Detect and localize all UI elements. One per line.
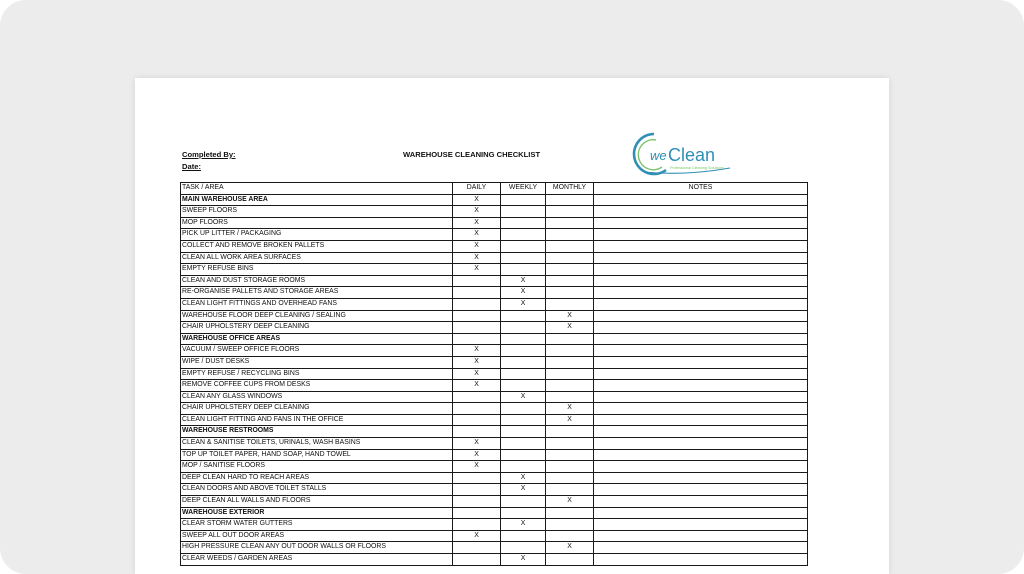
table-row [181, 519, 808, 531]
daily-cell: X [453, 380, 501, 392]
weekly-cell: X [501, 484, 546, 496]
task-cell: CHAIR UPHOLSTERY DEEP CLEANING [181, 403, 453, 415]
monthly-cell [546, 275, 594, 287]
weekly-cell [501, 496, 546, 508]
daily-cell [453, 333, 501, 345]
notes-cell [594, 380, 808, 392]
weekly-cell [501, 449, 546, 461]
weekly-cell [501, 438, 546, 450]
notes-cell [594, 426, 808, 438]
logo-prefix-text: we [650, 148, 667, 163]
task-cell: EMPTY REFUSE BINS [181, 264, 453, 276]
section-header-row [181, 333, 808, 345]
notes-cell [594, 391, 808, 403]
monthly-cell [546, 287, 594, 299]
table-row [181, 403, 808, 415]
table-row [181, 206, 808, 218]
daily-cell: X [453, 229, 501, 241]
monthly-cell: X [546, 414, 594, 426]
daily-cell [453, 310, 501, 322]
column-header-monthly: MONTHLY [546, 183, 594, 195]
table-row [181, 298, 808, 310]
table-row [181, 240, 808, 252]
daily-cell [453, 507, 501, 519]
weekly-cell [501, 426, 546, 438]
weekly-cell [501, 217, 546, 229]
daily-cell: X [453, 252, 501, 264]
weekly-cell [501, 229, 546, 241]
task-cell: CLEAN & SANITISE TOILETS, URINALS, WASH BASINS [181, 438, 453, 450]
task-cell: REMOVE COFFEE CUPS FROM DESKS [181, 380, 453, 392]
task-cell: DEEP CLEAN ALL WALLS AND FLOORS [181, 496, 453, 508]
task-cell: SWEEP FLOORS [181, 206, 453, 218]
monthly-cell [546, 194, 594, 206]
daily-cell [453, 403, 501, 415]
monthly-cell: X [546, 403, 594, 415]
daily-cell: X [453, 264, 501, 276]
monthly-cell [546, 438, 594, 450]
completed-by-label: Completed By: [182, 150, 236, 159]
table-row [181, 345, 808, 357]
notes-cell [594, 275, 808, 287]
notes-cell [594, 333, 808, 345]
table-row [181, 275, 808, 287]
weekly-cell: X [501, 391, 546, 403]
table-row [181, 472, 808, 484]
notes-cell [594, 264, 808, 276]
notes-cell [594, 345, 808, 357]
table-row [181, 229, 808, 241]
task-cell: CLEAN ALL WORK AREA SURFACES [181, 252, 453, 264]
notes-cell [594, 206, 808, 218]
monthly-cell [546, 206, 594, 218]
task-cell: TOP UP TOILET PAPER, HAND SOAP, HAND TOWEL [181, 449, 453, 461]
task-cell: WAREHOUSE OFFICE AREAS [181, 333, 453, 345]
weekly-cell [501, 345, 546, 357]
notes-cell [594, 194, 808, 206]
weekly-cell [501, 252, 546, 264]
monthly-cell [546, 298, 594, 310]
monthly-cell [546, 229, 594, 241]
monthly-cell [546, 554, 594, 566]
notes-cell [594, 449, 808, 461]
logo-brand-text: Clean [668, 145, 716, 165]
table-row [181, 264, 808, 276]
weekly-cell [501, 368, 546, 380]
notes-cell [594, 217, 808, 229]
notes-cell [594, 519, 808, 531]
checklist-table [180, 182, 808, 566]
weekly-cell [501, 542, 546, 554]
weekly-cell [501, 380, 546, 392]
monthly-cell: X [546, 322, 594, 334]
daily-cell: X [453, 449, 501, 461]
task-cell: CLEAN LIGHT FITTING AND FANS IN THE OFFICE [181, 414, 453, 426]
notes-cell [594, 403, 808, 415]
document-page [135, 78, 889, 574]
task-cell: WIPE / DUST DESKS [181, 356, 453, 368]
table-row [181, 438, 808, 450]
monthly-cell [546, 449, 594, 461]
daily-cell [453, 391, 501, 403]
notes-cell [594, 461, 808, 473]
table-row [181, 368, 808, 380]
table-row [181, 287, 808, 299]
monthly-cell [546, 240, 594, 252]
daily-cell [453, 519, 501, 531]
monthly-cell [546, 380, 594, 392]
task-cell: WAREHOUSE EXTERIOR [181, 507, 453, 519]
task-cell: MOP FLOORS [181, 217, 453, 229]
column-header-daily: DAILY [453, 183, 501, 195]
monthly-cell [546, 426, 594, 438]
task-cell: COLLECT AND REMOVE BROKEN PALLETS [181, 240, 453, 252]
monthly-cell [546, 507, 594, 519]
weekly-cell [501, 240, 546, 252]
task-cell: CLEAN DOORS AND ABOVE TOILET STALLS [181, 484, 453, 496]
daily-cell [453, 472, 501, 484]
monthly-cell [546, 333, 594, 345]
table-row [181, 542, 808, 554]
daily-cell: X [453, 461, 501, 473]
task-cell: EMPTY REFUSE / RECYCLING BINS [181, 368, 453, 380]
monthly-cell [546, 530, 594, 542]
weekly-cell [501, 333, 546, 345]
notes-cell [594, 484, 808, 496]
monthly-cell [546, 461, 594, 473]
date-label: Date: [182, 162, 201, 171]
table-row [181, 461, 808, 473]
weekly-cell: X [501, 298, 546, 310]
weekly-cell: X [501, 275, 546, 287]
task-cell: RE-ORGANISE PALLETS AND STORAGE AREAS [181, 287, 453, 299]
daily-cell [453, 484, 501, 496]
table-row [181, 391, 808, 403]
notes-cell [594, 252, 808, 264]
weekly-cell [501, 194, 546, 206]
weekly-cell [501, 403, 546, 415]
weclean-logo [630, 128, 740, 178]
notes-cell [594, 554, 808, 566]
task-cell: HIGH PRESSURE CLEAN ANY OUT DOOR WALLS OR FLOORS [181, 542, 453, 554]
daily-cell [453, 322, 501, 334]
daily-cell: X [453, 206, 501, 218]
notes-cell [594, 414, 808, 426]
table-header-row [181, 183, 808, 195]
table-row [181, 530, 808, 542]
task-cell: CLEAN ANY GLASS WINDOWS [181, 391, 453, 403]
notes-cell [594, 229, 808, 241]
weekly-cell [501, 530, 546, 542]
daily-cell [453, 275, 501, 287]
logo-tagline: Professional Cleaning Solutions [670, 166, 724, 170]
monthly-cell [546, 356, 594, 368]
notes-cell [594, 310, 808, 322]
table-row [181, 380, 808, 392]
notes-cell [594, 530, 808, 542]
weekly-cell [501, 206, 546, 218]
monthly-cell [546, 252, 594, 264]
daily-cell: X [453, 530, 501, 542]
task-cell: WAREHOUSE FLOOR DEEP CLEANING / SEALING [181, 310, 453, 322]
notes-cell [594, 356, 808, 368]
daily-cell: X [453, 368, 501, 380]
notes-cell [594, 507, 808, 519]
table-row [181, 414, 808, 426]
weekly-cell [501, 264, 546, 276]
weekly-cell [501, 310, 546, 322]
table-row [181, 554, 808, 566]
weekly-cell [501, 507, 546, 519]
section-header-row [181, 507, 808, 519]
table-row [181, 449, 808, 461]
monthly-cell [546, 217, 594, 229]
task-cell: VACUUM / SWEEP OFFICE FLOORS [181, 345, 453, 357]
column-header-task: TASK / AREA [181, 183, 453, 195]
daily-cell [453, 542, 501, 554]
table-row [181, 322, 808, 334]
section-header-row [181, 194, 808, 206]
section-header-row [181, 426, 808, 438]
table-row [181, 217, 808, 229]
notes-cell [594, 322, 808, 334]
monthly-cell [546, 472, 594, 484]
daily-cell [453, 496, 501, 508]
monthly-cell [546, 519, 594, 531]
task-cell: CLEAN AND DUST STORAGE ROOMS [181, 275, 453, 287]
task-cell: CHAIR UPHOLSTERY DEEP CLEANING [181, 322, 453, 334]
monthly-cell: X [546, 542, 594, 554]
monthly-cell [546, 264, 594, 276]
task-cell: SWEEP ALL OUT DOOR AREAS [181, 530, 453, 542]
table-row [181, 496, 808, 508]
table-row [181, 252, 808, 264]
notes-cell [594, 472, 808, 484]
notes-cell [594, 368, 808, 380]
weekly-cell: X [501, 554, 546, 566]
notes-cell [594, 496, 808, 508]
daily-cell: X [453, 217, 501, 229]
task-cell: MOP / SANITISE FLOORS [181, 461, 453, 473]
weekly-cell [501, 414, 546, 426]
task-cell: DEEP CLEAN HARD TO REACH AREAS [181, 472, 453, 484]
column-header-weekly: WEEKLY [501, 183, 546, 195]
monthly-cell [546, 391, 594, 403]
notes-cell [594, 240, 808, 252]
weekly-cell: X [501, 287, 546, 299]
daily-cell [453, 298, 501, 310]
task-cell: PICK UP LITTER / PACKAGING [181, 229, 453, 241]
daily-cell: X [453, 356, 501, 368]
daily-cell: X [453, 438, 501, 450]
weekly-cell: X [501, 519, 546, 531]
task-cell: CLEAN LIGHT FITTINGS AND OVERHEAD FANS [181, 298, 453, 310]
task-cell: CLEAR STORM WATER GUTTERS [181, 519, 453, 531]
daily-cell [453, 287, 501, 299]
notes-cell [594, 542, 808, 554]
weekly-cell [501, 322, 546, 334]
notes-cell [594, 438, 808, 450]
weekly-cell: X [501, 472, 546, 484]
weekly-cell [501, 356, 546, 368]
notes-cell [594, 298, 808, 310]
monthly-cell [546, 345, 594, 357]
monthly-cell [546, 368, 594, 380]
daily-cell: X [453, 240, 501, 252]
monthly-cell [546, 484, 594, 496]
weekly-cell [501, 461, 546, 473]
monthly-cell: X [546, 496, 594, 508]
task-cell: MAIN WAREHOUSE AREA [181, 194, 453, 206]
column-header-notes: NOTES [594, 183, 808, 195]
task-cell: CLEAR WEEDS / GARDEN AREAS [181, 554, 453, 566]
document-title: WAREHOUSE CLEANING CHECKLIST [403, 150, 541, 159]
daily-cell [453, 426, 501, 438]
task-cell: WAREHOUSE RESTROOMS [181, 426, 453, 438]
daily-cell: X [453, 345, 501, 357]
daily-cell: X [453, 194, 501, 206]
table-row [181, 356, 808, 368]
notes-cell [594, 287, 808, 299]
monthly-cell: X [546, 310, 594, 322]
table-row [181, 484, 808, 496]
daily-cell [453, 554, 501, 566]
table-row [181, 310, 808, 322]
daily-cell [453, 414, 501, 426]
